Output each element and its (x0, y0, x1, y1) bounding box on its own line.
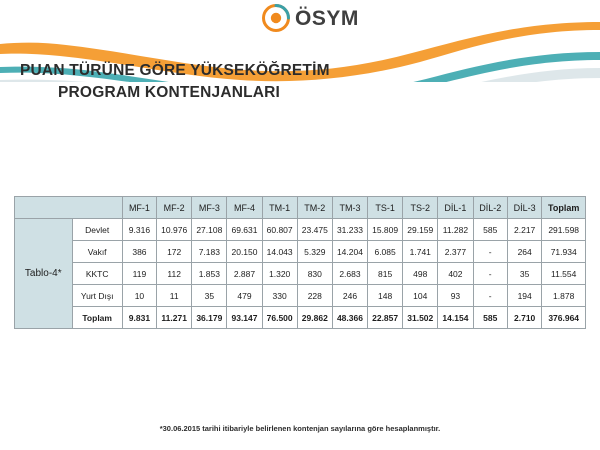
row-label-kktc: KKTC (72, 263, 122, 285)
cell-yurtdisi-dil2: - (473, 285, 507, 307)
cell-yurtdisi-mf4: 479 (227, 285, 262, 307)
cell-devlet-mf4: 69.631 (227, 219, 262, 241)
cell-toplam-tm3: 48.366 (332, 307, 367, 329)
cell-toplam-mf4: 93.147 (227, 307, 262, 329)
cell-toplam-dil3: 2.710 (507, 307, 541, 329)
cell-kktc-dil1: 402 (438, 263, 473, 285)
col-header-dil3: DİL-3 (507, 197, 541, 219)
cell-toplam-mf2: 11.271 (157, 307, 192, 329)
cell-vakif-toplam: 71.934 (542, 241, 586, 263)
page-title-line-2: PROGRAM KONTENJANLARI (58, 84, 281, 102)
cell-kktc-tm1: 1.320 (262, 263, 297, 285)
cell-toplam-toplam: 376.964 (542, 307, 586, 329)
cell-vakif-tm1: 14.043 (262, 241, 297, 263)
cell-kktc-tm3: 2.683 (332, 263, 367, 285)
col-header-mf2: MF-2 (157, 197, 192, 219)
cell-devlet-tm1: 60.807 (262, 219, 297, 241)
col-header-ts2: TS-2 (403, 197, 438, 219)
cell-devlet-dil2: 585 (473, 219, 507, 241)
table-row (15, 263, 586, 285)
page-title-line-1: PUAN TÜRÜNE GÖRE YÜKSEKÖĞRETİM (20, 62, 330, 79)
cell-yurtdisi-tm1: 330 (262, 285, 297, 307)
col-header-mf3: MF-3 (192, 197, 227, 219)
col-header-dil1: DİL-1 (438, 197, 473, 219)
table-total-row (15, 307, 586, 329)
cell-yurtdisi-toplam: 1.878 (542, 285, 586, 307)
cell-kktc-ts2: 498 (403, 263, 438, 285)
cell-yurtdisi-tm3: 246 (332, 285, 367, 307)
cell-kktc-toplam: 11.554 (542, 263, 586, 285)
cell-vakif-ts2: 1.741 (403, 241, 438, 263)
table-header-row (15, 197, 586, 219)
cell-devlet-mf2: 10.976 (157, 219, 192, 241)
cell-toplam-dil1: 14.154 (438, 307, 473, 329)
cell-kktc-dil3: 35 (507, 263, 541, 285)
cell-yurtdisi-tm2: 228 (297, 285, 332, 307)
row-label-vakif: Vakıf (72, 241, 122, 263)
table-row (15, 219, 586, 241)
cell-yurtdisi-dil3: 194 (507, 285, 541, 307)
table-corner-cell (15, 197, 123, 219)
table-row (15, 285, 586, 307)
cell-vakif-dil1: 2.377 (438, 241, 473, 263)
cell-devlet-mf1: 9.316 (122, 219, 156, 241)
cell-toplam-tm1: 76.500 (262, 307, 297, 329)
cell-vakif-dil2: - (473, 241, 507, 263)
col-header-tm1: TM-1 (262, 197, 297, 219)
cell-kktc-ts1: 815 (368, 263, 403, 285)
cell-devlet-dil1: 11.282 (438, 219, 473, 241)
cell-yurtdisi-mf2: 11 (157, 285, 192, 307)
cell-yurtdisi-ts1: 148 (368, 285, 403, 307)
cell-vakif-mf2: 172 (157, 241, 192, 263)
cell-kktc-dil2: - (473, 263, 507, 285)
osym-logo (262, 4, 359, 32)
cell-devlet-ts2: 29.159 (403, 219, 438, 241)
cell-toplam-dil2: 585 (473, 307, 507, 329)
col-header-mf4: MF-4 (227, 197, 262, 219)
cell-kktc-mf2: 112 (157, 263, 192, 285)
cell-yurtdisi-ts2: 104 (403, 285, 438, 307)
cell-kktc-mf4: 2.887 (227, 263, 262, 285)
cell-toplam-mf3: 36.179 (192, 307, 227, 329)
page-title (20, 60, 490, 105)
osym-circle-logo-icon (262, 4, 290, 32)
col-header-tm3: TM-3 (332, 197, 367, 219)
cell-vakif-mf1: 386 (122, 241, 156, 263)
cell-devlet-toplam: 291.598 (542, 219, 586, 241)
cell-vakif-tm2: 5.329 (297, 241, 332, 263)
cell-kktc-mf1: 119 (122, 263, 156, 285)
col-header-dil2: DİL-2 (473, 197, 507, 219)
cell-toplam-ts2: 31.502 (403, 307, 438, 329)
cell-kktc-mf3: 1.853 (192, 263, 227, 285)
cell-yurtdisi-mf1: 10 (122, 285, 156, 307)
cell-devlet-tm2: 23.475 (297, 219, 332, 241)
col-header-tm2: TM-2 (297, 197, 332, 219)
cell-devlet-ts1: 15.809 (368, 219, 403, 241)
cell-vakif-mf4: 20.150 (227, 241, 262, 263)
row-label-devlet: Devlet (72, 219, 122, 241)
cell-toplam-mf1: 9.831 (122, 307, 156, 329)
col-header-ts1: TS-1 (368, 197, 403, 219)
row-label-toplam: Toplam (72, 307, 122, 329)
table-corner-label: Tablo-4* (15, 219, 73, 329)
col-header-toplam: Toplam (542, 197, 586, 219)
footnote: *30.06.2015 tarihi itibariyle belirlenen kontenjan sayılarına göre hesaplanmıştır. (159, 424, 441, 433)
row-label-yurt-disi: Yurt Dışı (72, 285, 122, 307)
osym-logo-text: ÖSYM (295, 6, 359, 30)
kontenjan-table (14, 196, 586, 329)
cell-yurtdisi-dil1: 93 (438, 285, 473, 307)
cell-devlet-tm3: 31.233 (332, 219, 367, 241)
cell-vakif-dil3: 264 (507, 241, 541, 263)
cell-toplam-ts1: 22.857 (368, 307, 403, 329)
cell-toplam-tm2: 29.862 (297, 307, 332, 329)
cell-devlet-dil3: 2.217 (507, 219, 541, 241)
cell-vakif-tm3: 14.204 (332, 241, 367, 263)
table-row (15, 241, 586, 263)
col-header-mf1: MF-1 (122, 197, 156, 219)
kontenjan-table-wrap (14, 196, 586, 329)
cell-vakif-ts1: 6.085 (368, 241, 403, 263)
cell-devlet-mf3: 27.108 (192, 219, 227, 241)
cell-vakif-mf3: 7.183 (192, 241, 227, 263)
cell-yurtdisi-mf3: 35 (192, 285, 227, 307)
cell-kktc-tm2: 830 (297, 263, 332, 285)
